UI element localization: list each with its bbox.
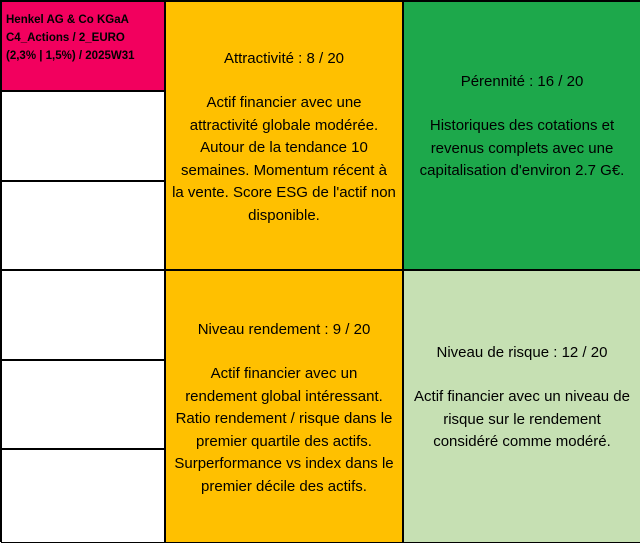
empty-cell-1[interactable] bbox=[1, 91, 165, 181]
asset-period: (2,3% | 1,5%) / 2025W31 bbox=[6, 50, 135, 62]
perennite-score: Pérennité : 16 / 20 bbox=[460, 72, 584, 90]
perennite-panel[interactable] bbox=[403, 1, 640, 270]
empty-cell-5[interactable] bbox=[1, 449, 165, 543]
rendement-description: Actif financier avec un rendement global intéressant. Ratio rendement / risque dans le premier quartile des actifs. Surperformance vs index dans le premier décile des actifs. bbox=[174, 365, 394, 495]
empty-cell-3[interactable] bbox=[1, 270, 165, 360]
attractivite-score: Attractivité : 8 / 20 bbox=[223, 49, 345, 67]
rendement-score: Niveau rendement : 9 / 20 bbox=[197, 320, 371, 338]
perennite-description: Historiques des cotations et revenus complets avec une capitalisation d'environ 2.7 G€. bbox=[419, 117, 625, 179]
asset-category: C4_Actions / 2_EURO bbox=[6, 32, 125, 44]
attractivite-description: Actif financier avec une attractivité globale modérée. Autour de la tendance 10 semaines. Momentum récent à la vente. Score ESG de l'actif non disponible. bbox=[172, 94, 396, 224]
attractivite-panel[interactable] bbox=[165, 1, 403, 270]
asset-name: Henkel AG & Co KGaA bbox=[6, 14, 129, 26]
empty-cell-4[interactable] bbox=[1, 360, 165, 449]
risque-panel[interactable] bbox=[403, 270, 640, 543]
risque-score: Niveau de risque : 12 / 20 bbox=[436, 343, 608, 361]
rendement-panel[interactable] bbox=[165, 270, 403, 543]
risque-description: Actif financier avec un niveau de risque sur le rendement considéré comme modéré. bbox=[414, 388, 630, 450]
empty-cell-2[interactable] bbox=[1, 181, 165, 270]
asset-header-cell[interactable] bbox=[1, 1, 165, 91]
